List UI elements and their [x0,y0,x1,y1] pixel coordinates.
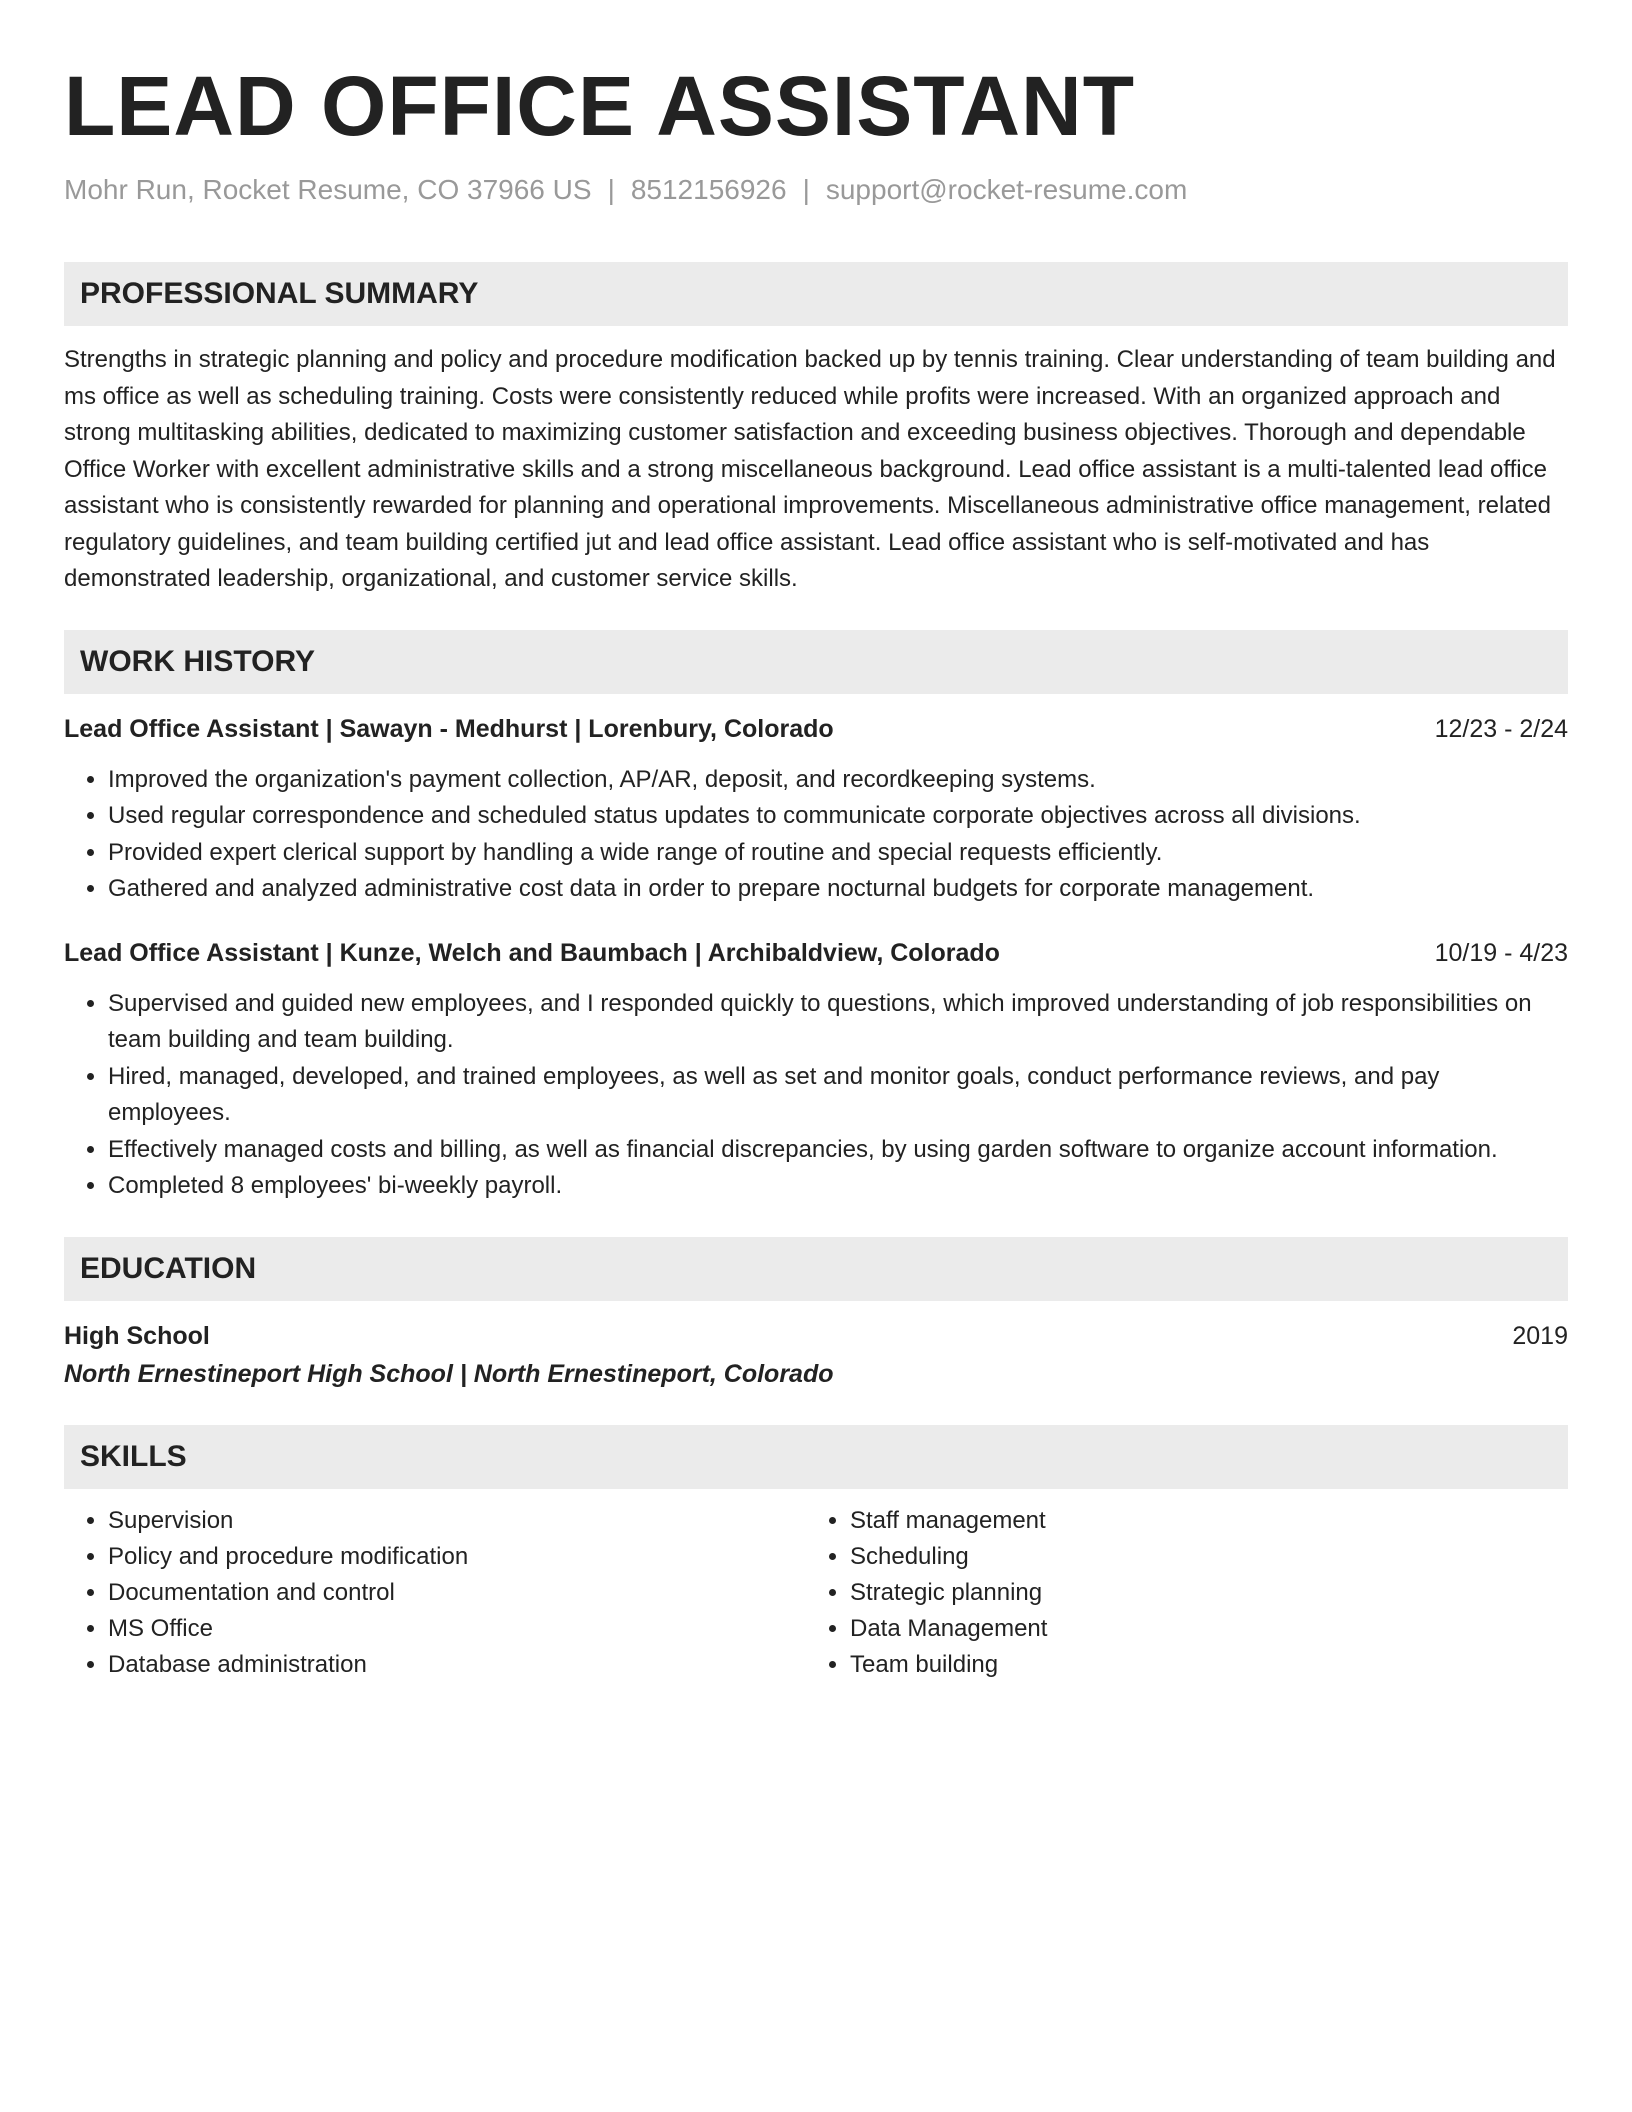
job-dates: 12/23 - 2/24 [1434,714,1568,743]
job-bullet: • Supervised and guided new employees, and I responded quickly to questions, which improved understanding of job responsibilities on team building and team building. [108,986,1568,1059]
job-dates: 10/19 - 4/23 [1434,938,1568,967]
skills-list-left [64,1503,806,1683]
skill-item: • Policy and procedure modification [108,1539,806,1575]
section-heading-education: EDUCATION [64,1237,1568,1301]
skills-list-right [806,1503,1568,1683]
job-header [64,710,1568,748]
contact-address: Mohr Run, Rocket Resume, CO 37966 US [64,174,592,205]
job-bullet: • Improved the organization's payment collection, AP/AR, deposit, and recordkeeping systems. [108,762,1568,799]
skill-item: • Strategic planning [850,1575,1568,1611]
job-bullet-list [64,986,1568,1205]
job-bullet: • Completed 8 employees' bi-weekly payroll. [108,1168,1568,1205]
candidate-name: LEAD OFFICE ASSISTANT [64,59,1135,153]
job-bullet: • Provided expert clerical support by handling a wide range of routine and special requests efficiently. [108,835,1568,872]
skill-item: • MS Office [108,1611,806,1647]
education-header [64,1317,1568,1355]
section-heading-work-history: WORK HISTORY [64,630,1568,694]
education-year: 2019 [1512,1321,1568,1350]
skill-item: • Team building [850,1647,1568,1683]
summary-paragraph: Strengths in strategic planning and policy and procedure modification backed up by tennis training. Clear understanding of team building and ms office as well as scheduling training. Costs were consistently reduced while profits were increased. With an organized approach and strong multitasking abilities, dedicated to maximizing customer satisfaction and exceeding business objectives. Thorough and dependable Office Worker with excellent administrative skills and a strong miscellaneous background. Lead office assistant is a multi-talented lead office assistant who is consistently rewarded for planning and operational improvements. Miscellaneous administrative office management, related regulatory guidelines, and team building certified jut and lead office assistant. Lead office assistant who is self-motivated and has demonstrated leadership, organizational, and customer service skills. [64,346,1556,592]
contact-separator: | [802,174,810,205]
job-bullet-list [64,762,1568,908]
job-entry [64,710,1568,908]
job-bullet: • Used regular correspondence and scheduled status updates to communicate corporate objectives across all divisions. [108,798,1568,835]
skill-item: • Supervision [108,1503,806,1539]
skills-columns [64,1503,1568,1683]
contact-email: support@rocket-resume.com [825,174,1188,205]
skill-item: • Data Management [850,1611,1568,1647]
contact-separator: | [607,174,615,205]
skill-item: • Documentation and control [108,1575,806,1611]
education-degree: High School [64,1321,210,1350]
job-header [64,934,1568,972]
education-school: North Ernestineport High School | North Ernestineport, Colorado [64,1359,834,1388]
job-title: Lead Office Assistant | Kunze, Welch and Baumbach | Archibaldview, Colorado [64,938,1000,967]
section-heading-skills: SKILLS [64,1425,1568,1489]
contact-phone: 8512156926 [630,174,787,205]
job-entry [64,934,1568,1205]
job-bullet: • Hired, managed, developed, and trained employees, as well as set and monitor goals, conduct performance reviews, and pay employees. [108,1059,1568,1132]
job-bullet: • Effectively managed costs and billing, as well as financial discrepancies, by using garden software to organize account information. [108,1132,1568,1169]
job-bullet: • Gathered and analyzed administrative cost data in order to prepare nocturnal budgets for corporate management. [108,871,1568,908]
job-title: Lead Office Assistant | Sawayn - Medhurst | Lorenbury, Colorado [64,714,834,743]
skill-item: • Staff management [850,1503,1568,1539]
skill-item: • Scheduling [850,1539,1568,1575]
contact-line [64,172,1568,208]
section-heading-summary: PROFESSIONAL SUMMARY [64,262,1568,326]
skill-item: • Database administration [108,1647,806,1683]
